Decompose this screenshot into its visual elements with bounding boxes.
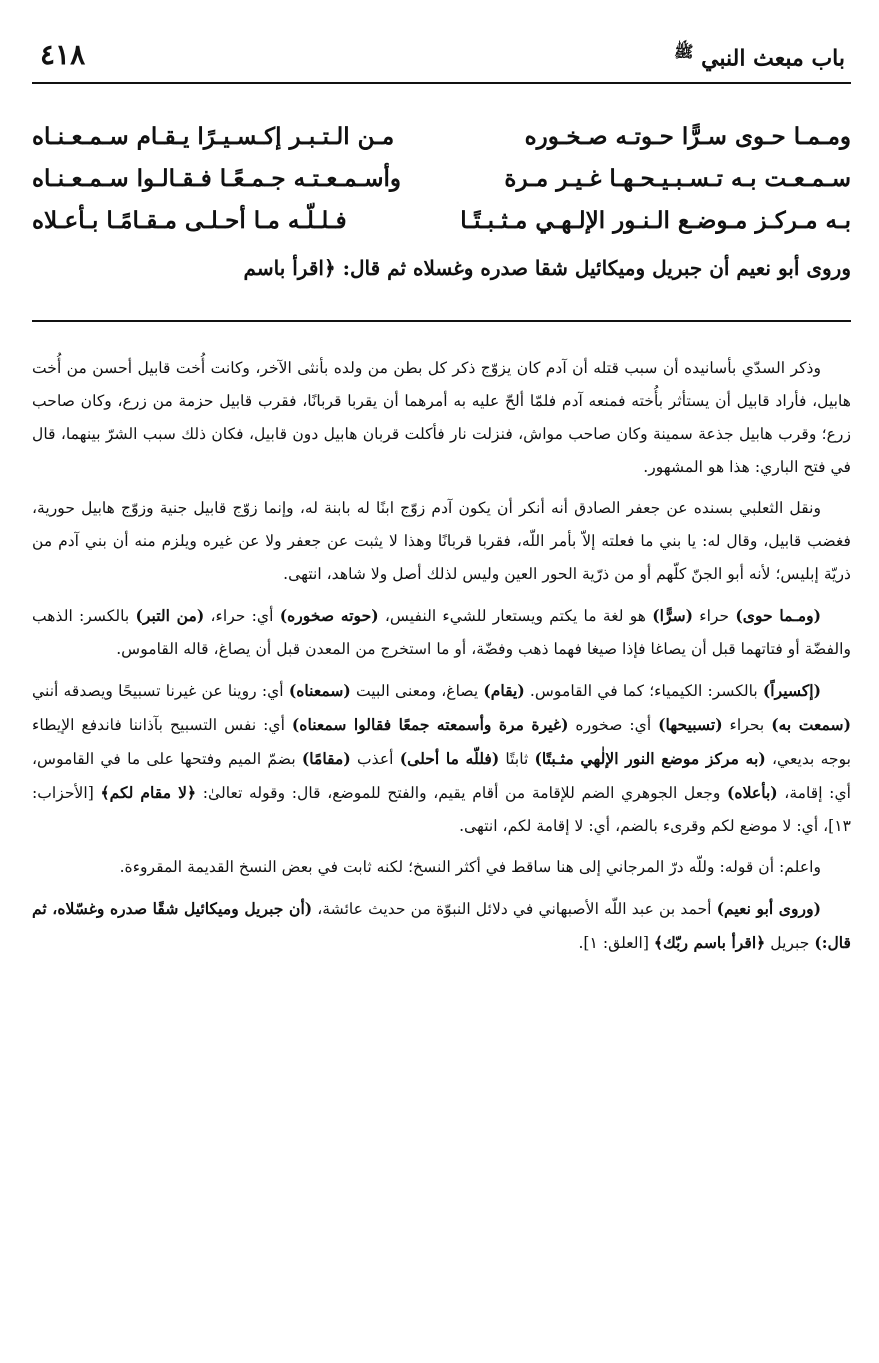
gloss-text: أي: صخوره	[568, 716, 659, 734]
honorific-glyph: ﷺ	[674, 42, 694, 61]
quoted-term: (به مركز موضع النور الإلٰهي مثـبتًا)	[534, 749, 766, 768]
verse-hemistich-right: ومـمـا حـوى سـرًّا حـوتـه صـخـوره	[524, 123, 851, 150]
verse-line	[32, 116, 851, 158]
gloss-text: أي: نفس التسبيح بآذاننا فاندفع الإيطاء بوجه بديعي،	[32, 716, 851, 768]
poem-verses	[32, 116, 851, 290]
gloss-text: ثابتًا	[499, 750, 535, 768]
gloss-text: جبريل	[765, 934, 815, 952]
commentary-paragraph: واعلم: أن قوله: وللّه درّ المرجاني إلى هنا ساقط في أكثر النسخ؛ لكنه ثابت في بعض النسخ القديمة المقروءة.	[119, 858, 821, 876]
quoted-term: (من التبر)	[135, 606, 205, 625]
verse-hemistich-left: مـن الـتـبـر إكـسـيـرًا يـقـام سـمـعـنـاه	[32, 123, 395, 150]
gloss-text: بالكسر: الذهب والفضّة أو فتاتهما قبل أن يصاغا فإذا صيغا فهما ذهب وفضّة، أو ما استخرج من المعدن قبل أن يصاغ، قاله القاموس.	[32, 607, 851, 658]
gloss-text: هو لغة ما يكتم ويستعار للشيء النفيس،	[378, 607, 653, 625]
gloss-text: يصاغ، ومعنى البيت	[350, 682, 484, 700]
gloss-text: بالكسر: الكيمياء؛ كما في القاموس.	[524, 682, 763, 700]
gloss-text: أي: روينا عن غيرنا تسبيحًا ويصدقه أنني	[32, 682, 289, 700]
quoted-term: (حوته صخوره)	[279, 606, 379, 625]
quoted-term: (غيرة مرة وأسمعته جمعًا فقالوا سمعناه)	[291, 715, 569, 734]
quoted-term: (بأعلاه)	[727, 783, 778, 802]
quoted-term: (ومـما حوى)	[735, 606, 821, 625]
commentary-paragraph	[32, 599, 851, 666]
gloss-text: بضمّ الميم وفتحها على ما في القاموس، أي: إقامة،	[32, 750, 851, 802]
commentary-paragraph	[32, 892, 851, 960]
quoted-term: (سمعت به)	[771, 715, 851, 734]
quoted-term: (يقام)	[483, 681, 525, 700]
commentary-paragraph: ونقل الثعلبي بسنده عن جعفر الصادق أنه أنكر أن يكون آدم زوّج ابنًا له بابنة له، وإنما زوّج قابيل جنية وزوّج هابيل حورية، فغضب قابيل، وقال له: يا بني ما فعلته إلاّ بأمر اللّه، فقربا قربانًا وهذا لا يثبت عن جعفر ولا عن غيره ويلزم منه أن بني آدم من ذريّة إبليس؛ لأنه أبو الجنّ كلّهم أو من ذرّية الحور العين وليس لذلك أصل ولا شاهد، انتهى.	[32, 499, 851, 583]
verse-line	[32, 200, 851, 242]
gloss-text: وجعل الجوهري الضم للإقامة من أقام يقيم، والفتح للموضع، قال: وقوله تعالىٰ:	[196, 784, 728, 802]
quoted-term: (تسبيحها)	[658, 715, 723, 734]
quoted-term: (إكسيراً)	[762, 681, 821, 700]
quoted-term: (سمعناه)	[288, 681, 351, 700]
verse-prose-line: وروى أبو نعيم أن جبريل وميكائيل شقا صدره وغسلاه ثم قال: ﴿اقرأ باسم	[243, 256, 851, 280]
verse-line	[32, 158, 851, 200]
quran-quote: ﴿لا مقام لكم﴾	[100, 783, 197, 802]
commentary-paragraph	[32, 674, 851, 843]
page-header	[32, 36, 851, 84]
gloss-text: حراء	[693, 607, 736, 625]
gloss-text: أي: حراء،	[204, 607, 280, 625]
gloss-text: أحمد بن عبد اللّه الأصبهاني في دلائل النبوّة من حديث عائشة،	[312, 900, 717, 918]
gloss-text: بحراء	[722, 716, 772, 734]
verse-hemistich-right: بـه مـركـز مـوضـع الـنـور الإلـهـي مـثـبـتًـا	[460, 207, 851, 234]
quoted-term: (فللّه ما أحلى)	[399, 749, 500, 768]
gloss-text: [الأحزاب: ١٣]، أي: لا موضع لكم وقرىء بالضم، أي: لا إقامة لكم، انتهى.	[32, 784, 851, 835]
quoted-term: (وروى أبو نعيم)	[716, 899, 821, 918]
gloss-text: أعذب	[350, 750, 400, 768]
quoted-term: (مقامًا)	[301, 749, 351, 768]
gloss-text: [العلق: ١].	[578, 934, 654, 952]
verse-hemistich-left: وأسـمـعـتـه جـمـعًـا فـقـالـوا سـمـعـنـاه	[32, 165, 401, 192]
verse-hemistich-left: فـلـلّـه مـا أحـلـى مـقـامًـا بـأعـلاه	[32, 207, 347, 234]
commentary-text	[32, 352, 851, 968]
page-number: ٤١٨	[40, 38, 86, 71]
chapter-title: باب مبعث النبي $^ﷺ$	[674, 42, 845, 72]
verse-hemistich-right: سـمـعـت بـه تـسـبـيـحـهـا غـيـر مـرة	[504, 165, 851, 192]
quran-quote: ﴿اقرأ باسم ربّك﴾	[653, 933, 766, 952]
section-divider	[32, 320, 851, 322]
quoted-term: (أن جبريل وميكائيل شقًا صدره وغسّلاه، ثم قال:)	[32, 899, 851, 952]
commentary-paragraph: وذكر السدّي بأسانيده أن سبب قتله أن آدم كان يزوّج ذكر كل بطن من ولده بأنثى الآخر، وكانت أُخت قابيل أحسن من أُخت هابيل، فأراد قابيل أن يستأثر بأُخته فمنعه آدم فلمّا ألحّ عليه به أمرهما أن يقربا قربانًا، فقرب قابيل حزمة من زرع، وكان صاحب زرع؛ وقرب هابيل جذعة سمينة وكان صاحب مواش، فنزلت نار فأكلت قربان هابيل دون قابيل، فكان ذلك سبب الشرّ بينهما، قال في فتح الباري: هذا هو المشهور.	[32, 359, 851, 476]
quoted-term: (سرًّا)	[652, 606, 694, 625]
